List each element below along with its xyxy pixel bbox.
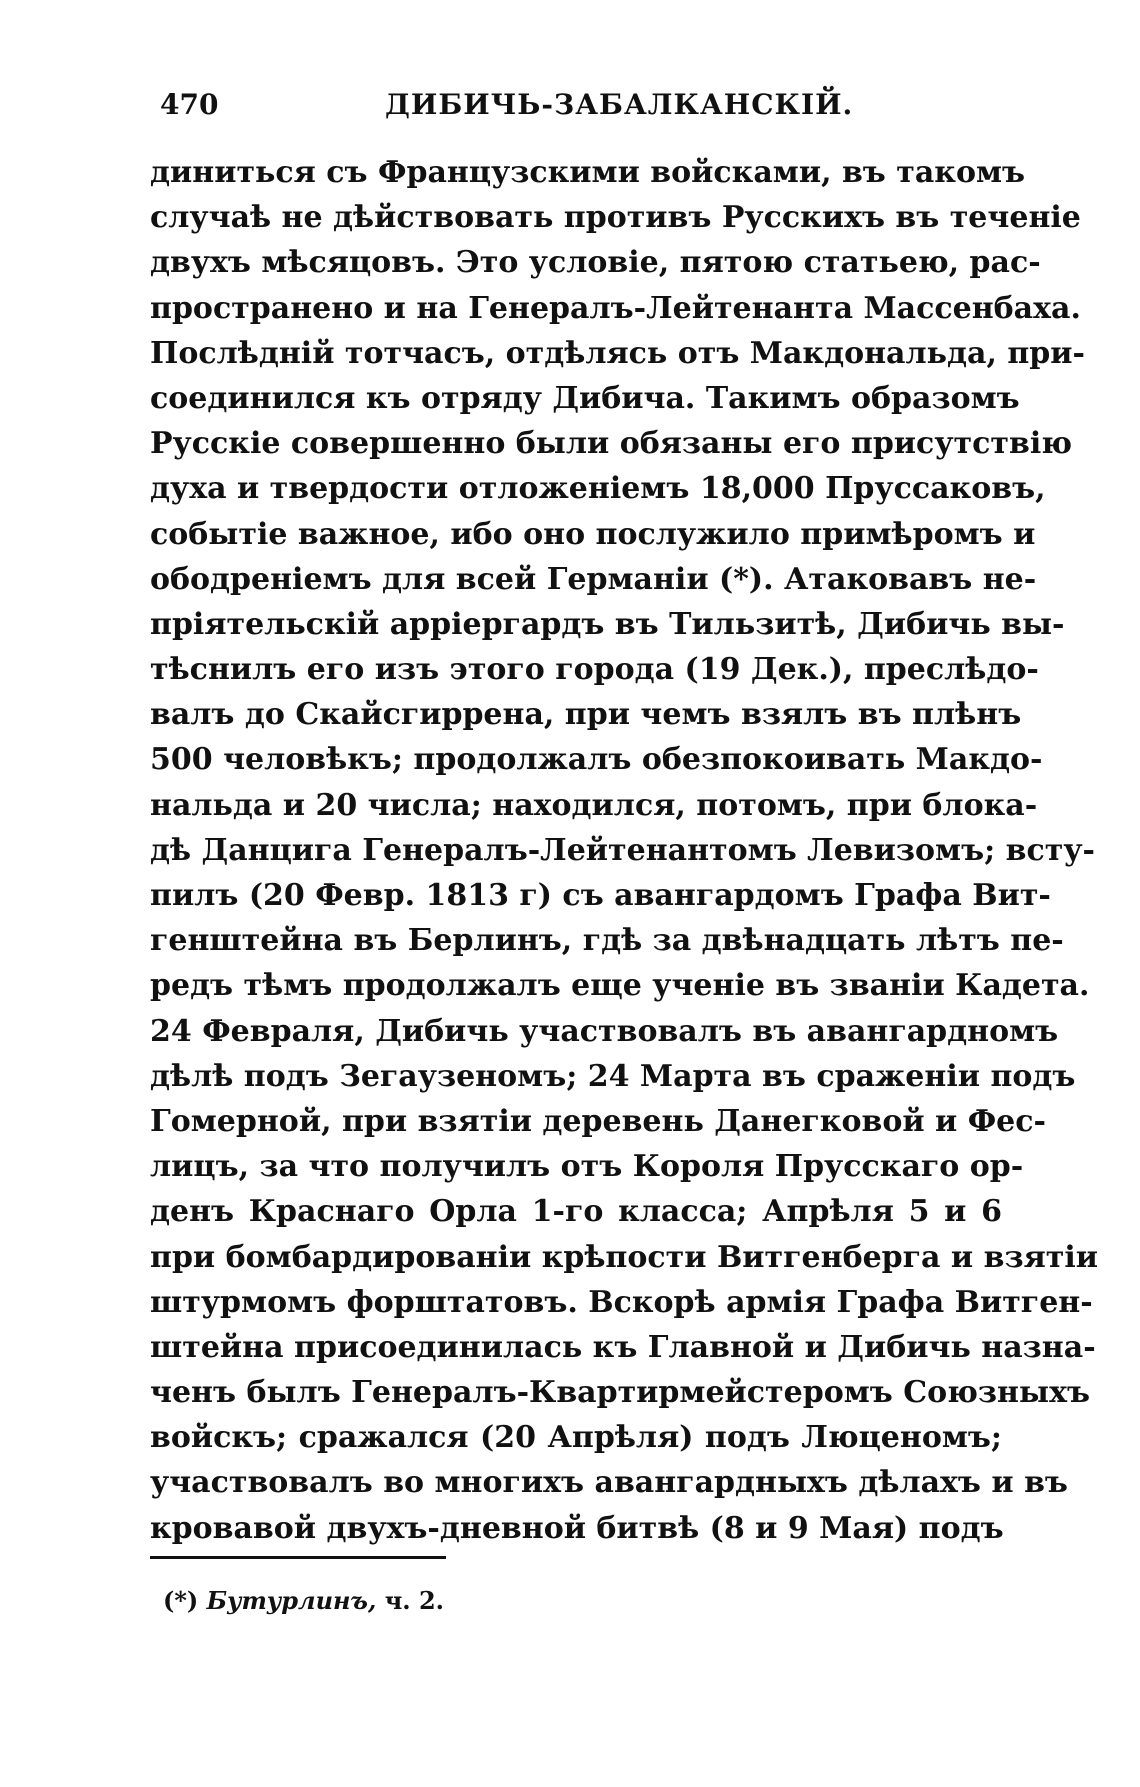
page-number: 470 xyxy=(160,88,219,121)
text-line: двухъ мѣсяцовъ. Это условіе, пятою статьею, рас- xyxy=(150,245,1041,281)
footnote xyxy=(163,1586,444,1615)
text-line: случаѣ не дѣйствовать противъ Русскихъ въ теченіе xyxy=(150,200,1081,236)
footnote-author: Бутурлинъ, xyxy=(206,1586,377,1615)
text-line: духа и твердости отложеніемъ 18,000 Пруссаковъ, xyxy=(150,471,1046,507)
text-line: пилъ (20 Февр. 1813 г) съ авангардомъ Графа Вит- xyxy=(150,878,1051,913)
text-line: пріятельскій арріергардъ въ Тильзитѣ, Дибичь вы- xyxy=(150,606,1065,642)
text-line: Гомерной, при взятіи деревень Данегковой и Фес- xyxy=(150,1103,1046,1139)
text-line: Русскіе совершенно были обязаны его присутствію xyxy=(150,426,1072,462)
footnote-reference: ч. 2. xyxy=(384,1586,445,1615)
text-line: дѣ Данцига Генералъ-Лейтенантомъ Левизомъ; всту- xyxy=(150,832,1095,868)
text-line: кровавой двухъ-дневной битвѣ (8 и 9 Мая) подъ xyxy=(150,1510,1004,1546)
text-line: 500 человѣкъ; продолжалъ обезпокоивать Макдо- xyxy=(150,742,1043,778)
text-line: пространено и на Генералъ-Лейтенанта Массенбаха. xyxy=(150,290,1081,326)
text-line: ченъ былъ Генералъ-Квартирмейстеромъ Союзныхъ xyxy=(150,1375,1090,1411)
footnote-marker: (*) xyxy=(163,1586,199,1615)
text-line: штурмомъ форштатовъ. Вскорѣ армія Графа Витген- xyxy=(150,1284,1093,1320)
text-line: Послѣдній тотчасъ, отдѣлясь отъ Макдональда, при- xyxy=(150,335,1085,371)
text-line: ободреніемъ для всей Германіи (*). Атаковавъ не- xyxy=(150,561,1037,597)
text-line: участвовалъ во многихъ авангардныхъ дѣлахъ и въ xyxy=(150,1465,1068,1501)
text-line: лицъ, за что получилъ отъ Короля Прусскаго ор- xyxy=(150,1149,1024,1185)
text-line: денъ Краснаго Орла 1-го класса; Апрѣля 5 и 6 xyxy=(150,1194,1002,1230)
text-line: дѣлѣ подъ Зегаузеномъ; 24 Марта въ сраженіи подъ xyxy=(150,1058,1076,1094)
text-line: тѣснилъ его изъ этого города (19 Дек.), преслѣдо- xyxy=(150,652,1039,688)
running-head: ДИБИЧЬ-ЗАБАЛКАНСКІЙ. xyxy=(385,88,854,121)
text-line: валъ до Скайсгиррена, при чемъ взялъ въ плѣнъ xyxy=(150,697,1022,733)
page-header xyxy=(160,88,1000,128)
text-line: генштейна въ Берлинъ, гдѣ за двѣнадцать лѣтъ пе- xyxy=(150,923,1064,959)
body-text xyxy=(150,150,1099,1551)
text-line: диниться съ Французскими войсками, въ такомъ xyxy=(150,155,1026,190)
text-line: нальда и 20 числа; находился, потомъ, при блока- xyxy=(150,787,1038,823)
text-line: соединился къ отряду Дибича. Такимъ образомъ xyxy=(150,380,1020,416)
text-line: штейна присоединилась къ Главной и Дибичь назна- xyxy=(150,1329,1096,1365)
text-line: войскъ; сражался (20 Апрѣля) подъ Люценомъ; xyxy=(150,1420,1002,1456)
text-line: редъ тѣмъ продолжалъ еще ученіе въ званіи Кадета. xyxy=(150,968,1090,1004)
text-line: 24 Февраля, Дибичь участвовалъ въ авангардномъ xyxy=(150,1013,1059,1049)
footnote-rule xyxy=(150,1556,446,1559)
text-line: событіе важное, ибо оно послужило примѣромъ и xyxy=(150,516,1036,552)
text-line: при бомбардированіи крѣпости Витгенберга и взятіи xyxy=(150,1239,1099,1275)
